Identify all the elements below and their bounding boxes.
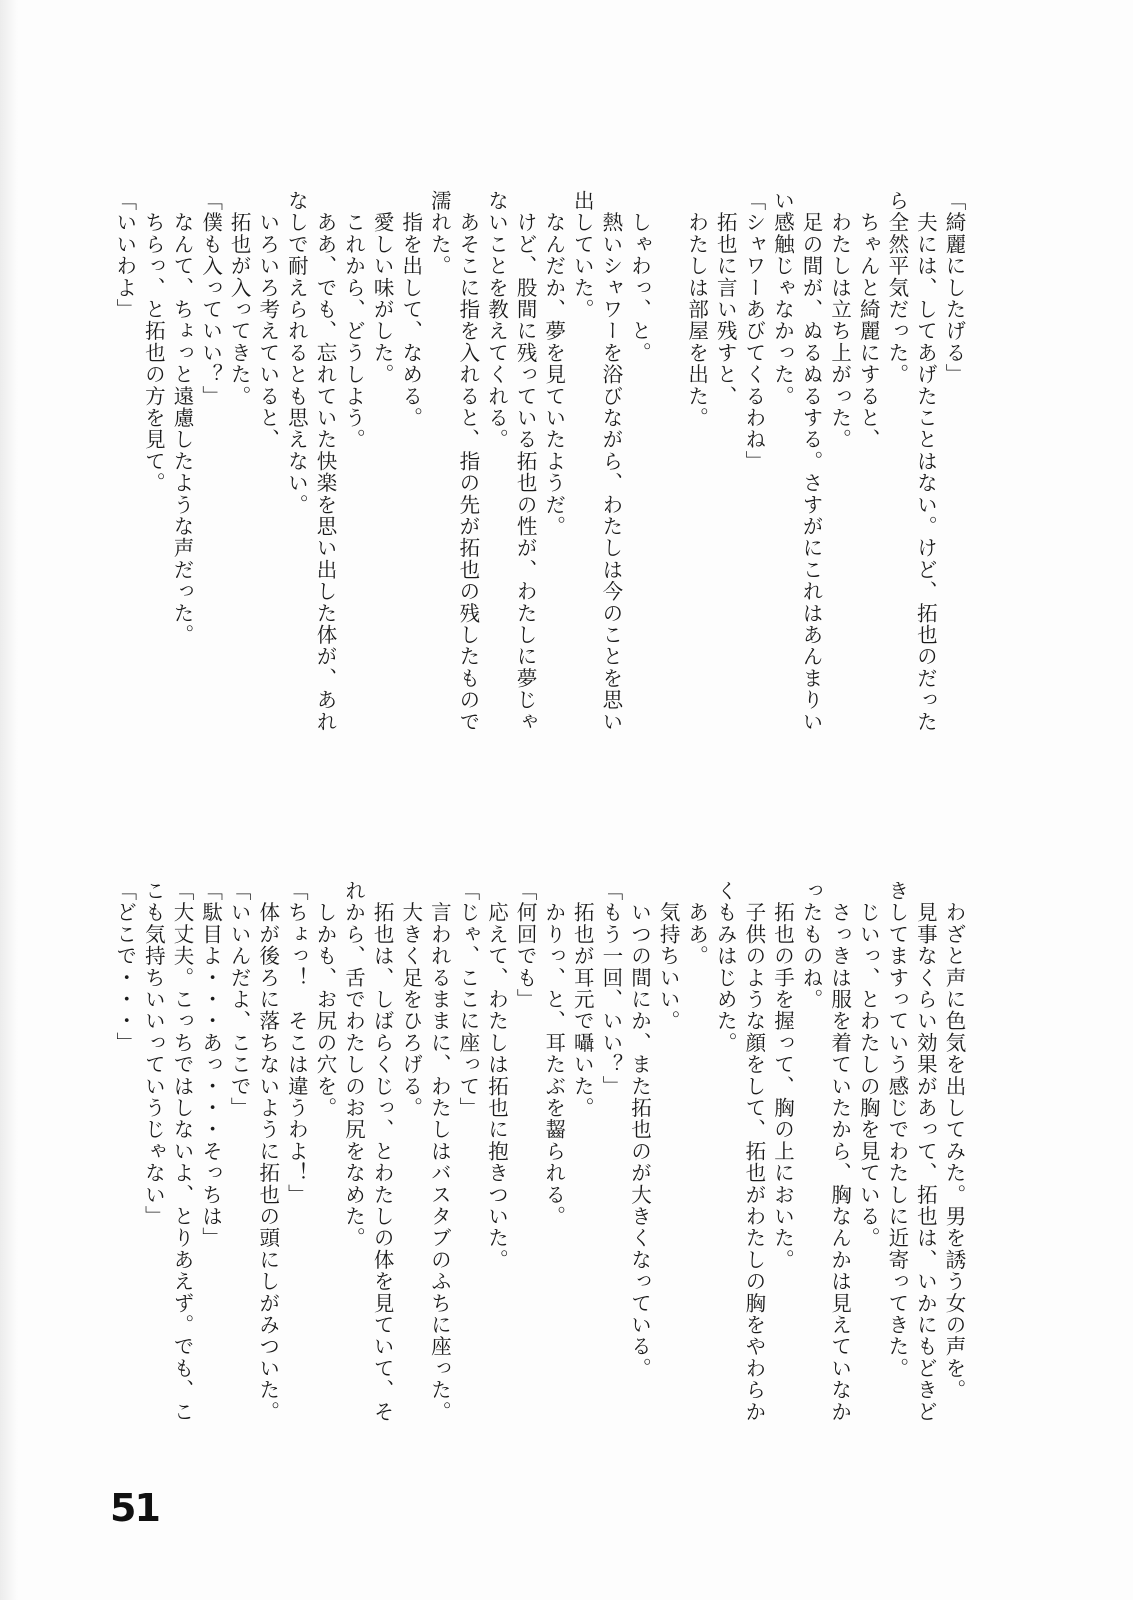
lower-text-line: 「ちょっ！ そこは違うわよ！」 (284, 880, 309, 1206)
lower-text-line: 「どこで・・・」 (112, 880, 137, 1054)
lower-text-line: 「もう一回、いい？」 (598, 880, 623, 1097)
lower-text-line: ああ。 (684, 880, 709, 967)
upper-text-line: 出していた。 (570, 190, 595, 321)
upper-text-line: わたしは部屋を出た。 (684, 190, 709, 429)
lower-text-line: かりっ、と、耳たぶを齧られる。 (541, 880, 566, 1228)
upper-text-line: 夫には、してあげたことはない。けど、拓也のだった (913, 190, 938, 733)
lower-text-line: 子供のような顔をして、拓也がわたしの胸をやわらか (741, 880, 766, 1423)
lower-text-line: 「何回でも」 (513, 880, 538, 1011)
upper-text-line: 熱いシャワーを浴びながら、わたしは今のことを思い (598, 190, 623, 733)
lower-text-line: こも気持ちいいっていうじゃない」 (141, 880, 166, 1228)
lower-text-line: 体が後ろに落ちないように拓也の頭にしがみついた。 (255, 880, 280, 1423)
lower-text-line: しかも、お尻の穴を。 (312, 880, 337, 1119)
upper-section-break (653, 190, 682, 790)
upper-text-line: なんだか、夢を見ていたようだ。 (541, 190, 566, 538)
upper-text-line: あそこに指を入れると、指の先が拓也の残したもので (455, 190, 480, 733)
upper-text-line: い感触じゃなかった。 (770, 190, 795, 407)
upper-text-line: 「綺麗にしたげる」 (942, 190, 966, 386)
upper-text-line: なんて、ちょっと遠慮したような声だった。 (169, 190, 194, 646)
lower-text-line: 「いいんだよ、ここで」 (227, 880, 252, 1119)
scan-edge (0, 0, 18, 1600)
lower-text-line: 拓也の手を握って、胸の上においた。 (770, 880, 795, 1271)
upper-text-line: 「いいわよ」 (112, 190, 137, 321)
lower-text-line: 気持ちいい。 (656, 880, 681, 1032)
lower-text-line: 拓也が耳元で囁いた。 (570, 880, 595, 1119)
lower-text-line: わざと声に色気を出してみた。男を誘う女の声を。 (942, 880, 966, 1401)
lower-text-line: 「じゃ、ここに座って」 (455, 880, 480, 1119)
upper-text-line: 指を出して、なめる。 (398, 190, 423, 429)
upper-text-line: ないことを教えてくれる。 (484, 190, 509, 451)
upper-text-block (110, 190, 968, 790)
lower-text-line: 見事なくらい効果があって、拓也は、いかにもどきど (913, 880, 938, 1423)
lower-text-line: 「駄目よ・・・あっ・・・そっちは」 (198, 880, 223, 1249)
lower-text-line: いつの間にか、また拓也のが大きくなっている。 (627, 880, 652, 1380)
upper-text-line: ちらっ、と拓也の方を見て。 (141, 190, 166, 494)
upper-text-line: 拓也が入ってきた。 (227, 190, 252, 407)
lower-text-line: きしてますっていう感じでわたしに近寄ってきた。 (884, 880, 909, 1380)
upper-text-line: けど、股間に残っている拓也の性が、わたしに夢じゃ (513, 190, 538, 733)
upper-text-line: わたしは立ち上がった。 (827, 190, 852, 451)
upper-text-line: 「シャワーあびてくるわね」 (741, 190, 766, 473)
lower-text-line: 大きく足をひろげる。 (398, 880, 423, 1119)
upper-text-line: これから、どうしよう。 (341, 190, 366, 451)
upper-text-line: いろいろ考えていると、 (255, 190, 280, 451)
lower-text-line: さっきは服を着ていたから、胸なんかは見えていなか (827, 880, 852, 1423)
upper-text-line: 「僕も入っていい？」 (198, 190, 223, 407)
lower-text-line: じいっ、とわたしの胸を見ている。 (856, 880, 881, 1249)
lower-text-line: れから、舌でわたしのお尻をなめた。 (341, 880, 366, 1249)
upper-text-line: 愛しい味がした。 (370, 190, 395, 386)
lower-text-line: ったものね。 (799, 880, 824, 1011)
lower-text-line: 言われるままに、わたしはバスタブのふちに座った。 (427, 880, 452, 1423)
upper-text-line: なしで耐えられるとも思えない。 (284, 190, 309, 516)
lower-text-line: 拓也は、しばらくじっ、とわたしの体を見ていて、そ (370, 880, 395, 1423)
upper-text-line: 足の間が、ぬるぬるする。さすがにこれはあんまりい (799, 190, 824, 733)
upper-text-line: ああ、でも、忘れていた快楽を思い出した体が、あれ (312, 190, 337, 733)
upper-text-line: ちゃんと綺麗にすると、 (856, 190, 881, 451)
upper-text-line: しゃわっ、と。 (627, 190, 652, 364)
lower-text-line: 応えて、わたしは拓也に抱きついた。 (484, 880, 509, 1271)
upper-text-line: ら全然平気だった。 (884, 190, 909, 386)
lower-text-line: くもみはじめた。 (713, 880, 738, 1054)
page-number: 51 (110, 1486, 159, 1530)
upper-text-line: 濡れた。 (427, 190, 452, 277)
lower-text-line: 「大丈夫。こっちではしないよ、とりあえず。でも、こ (169, 880, 194, 1423)
upper-text-line: 拓也に言い残すと、 (713, 190, 738, 407)
lower-text-block (110, 880, 968, 1423)
